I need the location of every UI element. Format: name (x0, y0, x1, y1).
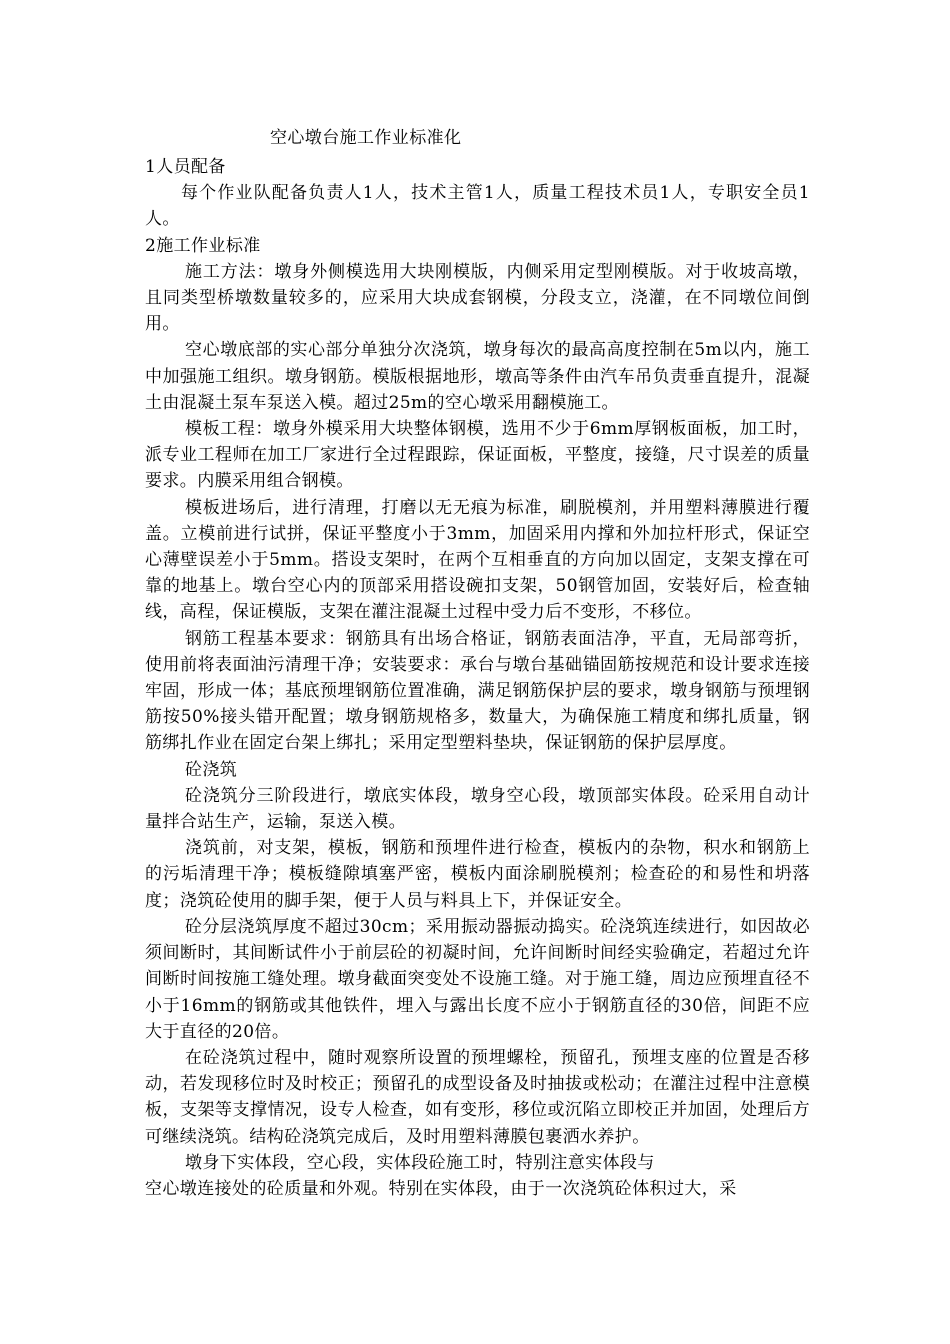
paragraph-construction-method: 施工方法：墩身外侧模选用大块刚模版，内侧采用定型刚模版。对于收坡高墩，且同类型桥墩数量较多的，应采用大块成套钢模，分段支立，浇灌，在不同墩位间倒用。 (145, 261, 810, 335)
paragraph-final-line-1: 墩身下实体段，空心段，实体段砼施工时，特别注意实体段与 (185, 1152, 655, 1173)
section-heading-staffing: 1人员配备 (145, 157, 226, 177)
paragraph-formwork-entry: 模板进场后，进行清理，打磨以无无痕为标准，刷脱模剂，并用塑料薄膜进行覆盖。立模前进行试拼，保证平整度小于3mm，加固采用内撑和外加拉杆形式，保证空心薄壁误差小于5mm。搭设支架时，在两个互相垂直的方向加以固定，支架支撑在可靠的地基上。墩台空心内的顶部采用搭设碗扣支架，50钢管加固，安装好后，检查轴线，高程，保证模版，支架在灌注混凝土过程中受力后不变形，不移位。 (145, 497, 810, 623)
document-page (145, 122, 810, 1202)
paragraph-layered-pouring: 砼分层浇筑厚度不超过30cm；采用振动器振动捣实。砼浇筑连续进行，如因故必须间断时，其间断试件小于前层砼的初凝时间，允许间断时间经实验确定，若超过允许间断时间按施工缝处理。墩身截面突变处不设施工缝。对于施工缝，周边应预埋直径不小于16mm的钢筋或其他铁件，埋入与露出长度不应小于钢筋直径的30倍，间距不应大于直径的20倍。 (145, 916, 810, 1042)
paragraph-rebar: 钢筋工程基本要求：钢筋具有出场合格证，钢筋表面洁净，平直，无局部弯折，使用前将表面油污清理干净；安装要求：承台与墩台基础锚固筋按规范和设计要求连接牢固，形成一体；基底预埋钢筋位置准确，满足钢筋保护层的要求，墩身钢筋与预埋钢筋按50%接头错开配置；墩身钢筋规格多，数量大，为确保施工精度和绑扎质量，钢筋绑扎作业在固定台架上绑扎；采用定型塑料垫块，保证钢筋的保护层厚度。 (145, 628, 810, 754)
paragraph-final (145, 1150, 810, 1202)
section-heading-work-standard: 2施工作业标准 (145, 235, 261, 256)
paragraph-final-line-2: 空心墩连接处的砼质量和外观。特别在实体段，由于一次浇筑砼体积过大，采 (145, 1178, 737, 1199)
document-title: 空心墩台施工作业标准化 (270, 128, 462, 148)
paragraph-solid-section: 空心墩底部的实心部分单独分次浇筑，墩身每次的最高高度控制在5m以内，施工中加强施工组织。墩身钢筋。模版根据地形，墩高等条件由汽车吊负责垂直提升，混凝土由混凝土泵车泵送入模。超过25m的空心墩采用翻模施工。 (145, 340, 810, 413)
subheading-concrete-pouring: 砼浇筑 (185, 759, 238, 780)
paragraph-observation: 在砼浇筑过程中，随时观察所设置的预埋螺栓，预留孔，预埋支座的位置是否移动，若发现移位时及时校正；预留孔的成型设备及时抽拔或松动；在灌注过程中注意模板，支架等支撑情况，设专人检查，如有变形，移位或沉陷立即校正并加固，处理后方可继续浇筑。结构砼浇筑完成后，及时用塑料薄膜包裹洒水养护。 (145, 1047, 810, 1147)
paragraph-concrete-stages: 砼浇筑分三阶段进行，墩底实体段，墩身空心段，墩顶部实体段。砼采用自动计量拌合站生产，运输，泵送入模。 (145, 785, 810, 833)
paragraph-before-pouring: 浇筑前，对支架，模板，钢筋和预埋件进行检查，模板内的杂物，积水和钢筋上的污垢清理干净；模板缝隙填塞严密，模板内面涂刷脱模剂；检查砼的和易性和坍落度；浇筑砼使用的脚手架，便于人员与料具上下，并保证安全。 (145, 838, 810, 911)
paragraph-formwork: 模板工程：墩身外模采用大块整体钢模，选用不少于6mm厚钢板面板，加工时，派专业工程师在加工厂家进行全过程跟踪，保证面板，平整度，接缝，尺寸误差的质量要求。内膜采用组合钢模。 (145, 419, 810, 492)
paragraph-staffing: 每个作业队配备负责人1人，技术主管1人，质量工程技术员1人，专职安全员1人。 (145, 183, 810, 230)
